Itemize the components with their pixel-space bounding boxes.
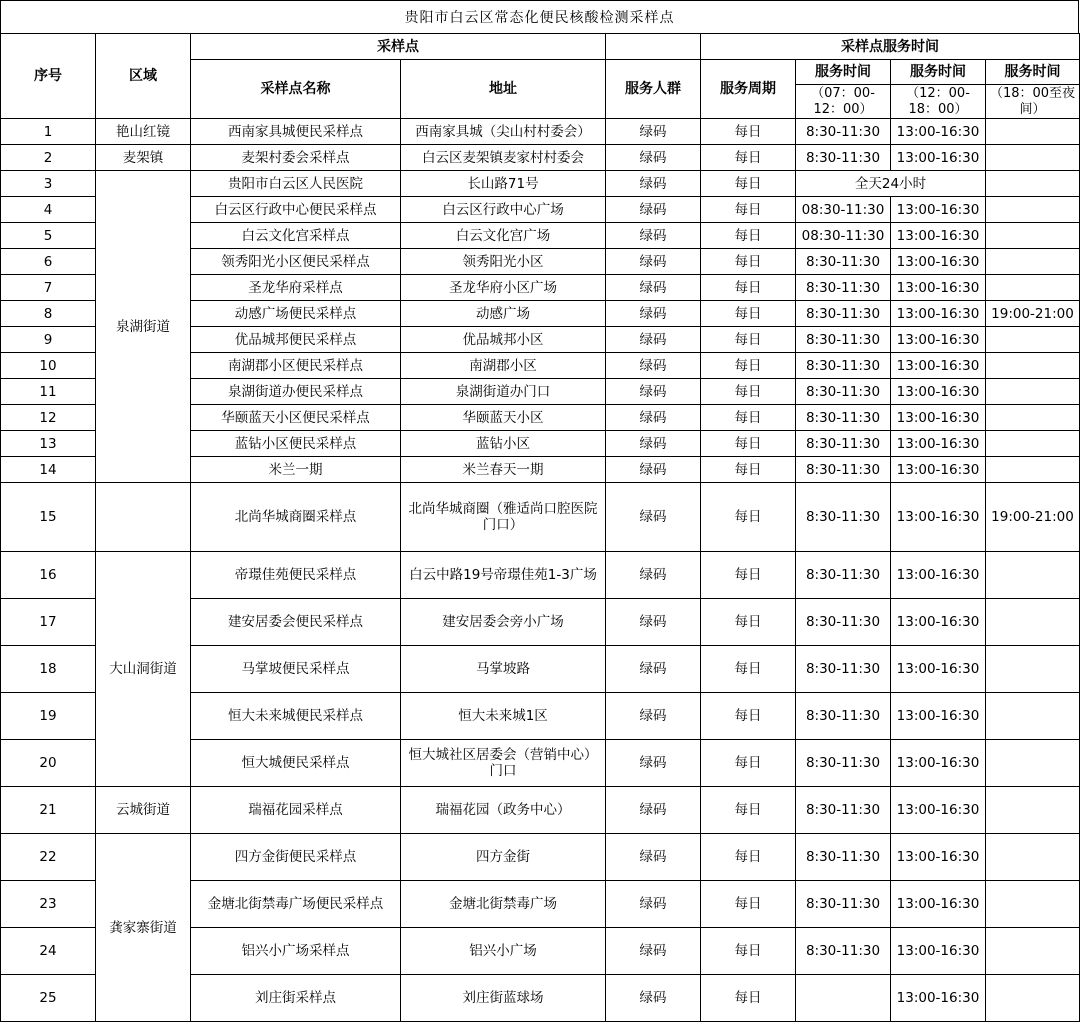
- row-time-3: [986, 552, 1080, 599]
- row-time-1: [796, 975, 891, 1022]
- row-address: 白云文化宫广场: [401, 223, 606, 249]
- row-area: 大山洞街道: [96, 552, 191, 787]
- row-time-3: [986, 431, 1080, 457]
- row-time-2: 13:00-16:30: [891, 353, 986, 379]
- row-period: 每日: [701, 552, 796, 599]
- header-seq: 序号: [1, 34, 96, 119]
- row-time-3: [986, 275, 1080, 301]
- row-address: 恒大未来城1区: [401, 693, 606, 740]
- row-time-2: 13:00-16:30: [891, 646, 986, 693]
- row-time-2: 13:00-16:30: [891, 599, 986, 646]
- row-time-3: 19:00-21:00: [986, 483, 1080, 552]
- row-period: 每日: [701, 599, 796, 646]
- row-address: 恒大城社区居委会（营销中心）门口: [401, 740, 606, 787]
- row-name: 华颐蓝天小区便民采样点: [191, 405, 401, 431]
- row-time-1: 8:30-11:30: [796, 928, 891, 975]
- row-name: 西南家具城便民采样点: [191, 119, 401, 145]
- row-time-3: [986, 457, 1080, 483]
- row-time-2: 13:00-16:30: [891, 275, 986, 301]
- row-seq: 14: [1, 457, 96, 483]
- row-time-1: 8:30-11:30: [796, 431, 891, 457]
- row-time-2: 13:00-16:30: [891, 197, 986, 223]
- row-time-3: [986, 119, 1080, 145]
- row-period: 每日: [701, 119, 796, 145]
- row-name: 恒大城便民采样点: [191, 740, 401, 787]
- row-seq: 22: [1, 834, 96, 881]
- row-area: 艳山红镜: [96, 119, 191, 145]
- row-time-2: 13:00-16:30: [891, 405, 986, 431]
- row-address: 刘庄街蓝球场: [401, 975, 606, 1022]
- row-period: 每日: [701, 646, 796, 693]
- row-time-1: 8:30-11:30: [796, 301, 891, 327]
- row-time-1: 8:30-11:30: [796, 599, 891, 646]
- row-seq: 6: [1, 249, 96, 275]
- row-address: 长山路71号: [401, 171, 606, 197]
- row-period: 每日: [701, 431, 796, 457]
- row-crowd: 绿码: [606, 599, 701, 646]
- row-crowd: 绿码: [606, 223, 701, 249]
- row-crowd: 绿码: [606, 552, 701, 599]
- sampling-points-table: [0, 33, 1080, 1022]
- row-seq: 3: [1, 171, 96, 197]
- row-seq: 25: [1, 975, 96, 1022]
- row-address: 白云中路19号帝璟佳苑1-3广场: [401, 552, 606, 599]
- row-time-3: [986, 787, 1080, 834]
- row-address: 建安居委会旁小广场: [401, 599, 606, 646]
- header-period: 服务周期: [701, 60, 796, 119]
- row-time-2: 13:00-16:30: [891, 552, 986, 599]
- row-time-3: [986, 646, 1080, 693]
- table-row: [1, 145, 1080, 171]
- row-time-1: 8:30-11:30: [796, 693, 891, 740]
- row-time-1: 8:30-11:30: [796, 483, 891, 552]
- row-time-3: [986, 379, 1080, 405]
- row-time-2: 13:00-16:30: [891, 787, 986, 834]
- header-crowd: 服务人群: [606, 60, 701, 119]
- row-crowd: 绿码: [606, 975, 701, 1022]
- row-time-2: 13:00-16:30: [891, 693, 986, 740]
- row-period: 每日: [701, 834, 796, 881]
- row-seq: 2: [1, 145, 96, 171]
- header-service-time-1: 服务时间: [796, 60, 891, 85]
- row-crowd: 绿码: [606, 483, 701, 552]
- row-seq: 1: [1, 119, 96, 145]
- row-period: 每日: [701, 249, 796, 275]
- row-seq: 8: [1, 301, 96, 327]
- row-crowd: 绿码: [606, 249, 701, 275]
- row-time-3: [986, 145, 1080, 171]
- row-period: 每日: [701, 379, 796, 405]
- table-row: [1, 834, 1080, 881]
- row-period: 每日: [701, 740, 796, 787]
- row-time-3: [986, 405, 1080, 431]
- row-crowd: 绿码: [606, 275, 701, 301]
- header-address: 地址: [401, 60, 606, 119]
- row-time-3: [986, 834, 1080, 881]
- row-time-1: 8:30-11:30: [796, 740, 891, 787]
- table-row: [1, 483, 1080, 552]
- row-time-2: 13:00-16:30: [891, 145, 986, 171]
- row-time-3: [986, 599, 1080, 646]
- row-crowd: 绿码: [606, 171, 701, 197]
- row-period: 每日: [701, 197, 796, 223]
- row-address: 优品城邦小区: [401, 327, 606, 353]
- row-address: 四方金街: [401, 834, 606, 881]
- row-time-1: 8:30-11:30: [796, 881, 891, 928]
- row-seq: 21: [1, 787, 96, 834]
- row-name: 领秀阳光小区便民采样点: [191, 249, 401, 275]
- row-crowd: 绿码: [606, 119, 701, 145]
- row-crowd: 绿码: [606, 928, 701, 975]
- row-name: 米兰一期: [191, 457, 401, 483]
- header-sampling-point: 采样点: [191, 34, 606, 60]
- row-seq: 15: [1, 483, 96, 552]
- row-address: 蓝钻小区: [401, 431, 606, 457]
- row-time-1: 8:30-11:30: [796, 145, 891, 171]
- row-name: 动感广场便民采样点: [191, 301, 401, 327]
- row-crowd: 绿码: [606, 834, 701, 881]
- row-period: 每日: [701, 483, 796, 552]
- row-crowd: 绿码: [606, 379, 701, 405]
- row-time-3: [986, 881, 1080, 928]
- row-address: 西南家具城（尖山村村委会）: [401, 119, 606, 145]
- row-address: 泉湖街道办门口: [401, 379, 606, 405]
- row-seq: 20: [1, 740, 96, 787]
- row-period: 每日: [701, 353, 796, 379]
- row-period: 每日: [701, 457, 796, 483]
- row-period: 每日: [701, 301, 796, 327]
- row-time-3: [986, 171, 1080, 197]
- row-address: 白云区麦架镇麦家村村委会: [401, 145, 606, 171]
- row-period: 每日: [701, 975, 796, 1022]
- row-address: 马掌坡路: [401, 646, 606, 693]
- row-address: 领秀阳光小区: [401, 249, 606, 275]
- row-time-2: 13:00-16:30: [891, 379, 986, 405]
- row-period: 每日: [701, 787, 796, 834]
- row-period: 每日: [701, 145, 796, 171]
- row-name: 白云文化宫采样点: [191, 223, 401, 249]
- row-area: 云城街道: [96, 787, 191, 834]
- row-crowd: 绿码: [606, 353, 701, 379]
- row-name: 泉湖街道办便民采样点: [191, 379, 401, 405]
- row-area: 龚家寨街道: [96, 834, 191, 1022]
- row-time-2: 13:00-16:30: [891, 431, 986, 457]
- row-period: 每日: [701, 171, 796, 197]
- row-seq: 11: [1, 379, 96, 405]
- row-period: 每日: [701, 223, 796, 249]
- row-crowd: 绿码: [606, 787, 701, 834]
- row-time-3: [986, 928, 1080, 975]
- row-time-3: [986, 249, 1080, 275]
- row-address: 白云区行政中心广场: [401, 197, 606, 223]
- row-name: 铝兴小广场采样点: [191, 928, 401, 975]
- row-name: 麦架村委会采样点: [191, 145, 401, 171]
- row-time-3: [986, 223, 1080, 249]
- row-crowd: 绿码: [606, 327, 701, 353]
- row-time-1: 8:30-11:30: [796, 275, 891, 301]
- row-crowd: 绿码: [606, 431, 701, 457]
- header-slot-1: （07：00-12：00）: [796, 85, 891, 119]
- row-name: 蓝钻小区便民采样点: [191, 431, 401, 457]
- row-time-3: [986, 693, 1080, 740]
- header-slot-2: （12：00-18：00）: [891, 85, 986, 119]
- row-crowd: 绿码: [606, 693, 701, 740]
- row-name: 金塘北街禁毒广场便民采样点: [191, 881, 401, 928]
- row-seq: 7: [1, 275, 96, 301]
- row-crowd: 绿码: [606, 301, 701, 327]
- row-time-2: 13:00-16:30: [891, 119, 986, 145]
- row-name: 北尚华城商圈采样点: [191, 483, 401, 552]
- row-crowd: 绿码: [606, 145, 701, 171]
- row-seq: 4: [1, 197, 96, 223]
- row-time-3: [986, 327, 1080, 353]
- table-row: [1, 787, 1080, 834]
- table-body: [1, 119, 1080, 1022]
- row-seq: 24: [1, 928, 96, 975]
- table-row: [1, 171, 1080, 197]
- table-row: [1, 119, 1080, 145]
- row-time-1: 8:30-11:30: [796, 327, 891, 353]
- row-name: 白云区行政中心便民采样点: [191, 197, 401, 223]
- header-name: 采样点名称: [191, 60, 401, 119]
- row-area: 麦架镇: [96, 145, 191, 171]
- row-time-2: 13:00-16:30: [891, 301, 986, 327]
- row-crowd: 绿码: [606, 646, 701, 693]
- row-time-3: 19:00-21:00: [986, 301, 1080, 327]
- row-time-1: 8:30-11:30: [796, 249, 891, 275]
- row-time-1: 08:30-11:30: [796, 223, 891, 249]
- row-time-3: [986, 197, 1080, 223]
- row-seq: 5: [1, 223, 96, 249]
- row-time-2: 13:00-16:30: [891, 327, 986, 353]
- row-name: 圣龙华府采样点: [191, 275, 401, 301]
- row-time-2: 13:00-16:30: [891, 740, 986, 787]
- row-seq: 17: [1, 599, 96, 646]
- row-time-2: 13:00-16:30: [891, 834, 986, 881]
- row-crowd: 绿码: [606, 457, 701, 483]
- row-period: 每日: [701, 275, 796, 301]
- row-time-2: 13:00-16:30: [891, 881, 986, 928]
- row-time-2: 13:00-16:30: [891, 457, 986, 483]
- row-seq: 19: [1, 693, 96, 740]
- row-period: 每日: [701, 405, 796, 431]
- row-address: 华颐蓝天小区: [401, 405, 606, 431]
- row-time-1: 8:30-11:30: [796, 379, 891, 405]
- row-all-day: 全天24小时: [796, 171, 986, 197]
- row-time-1: 08:30-11:30: [796, 197, 891, 223]
- row-seq: 9: [1, 327, 96, 353]
- row-name: 贵阳市白云区人民医院: [191, 171, 401, 197]
- row-period: 每日: [701, 881, 796, 928]
- row-time-2: 13:00-16:30: [891, 928, 986, 975]
- row-period: 每日: [701, 693, 796, 740]
- row-time-1: 8:30-11:30: [796, 405, 891, 431]
- row-name: 四方金街便民采样点: [191, 834, 401, 881]
- header-blank: [606, 34, 701, 60]
- row-name: 刘庄街采样点: [191, 975, 401, 1022]
- row-name: 南湖郡小区便民采样点: [191, 353, 401, 379]
- row-name: 瑞福花园采样点: [191, 787, 401, 834]
- table-row: [1, 552, 1080, 599]
- row-crowd: 绿码: [606, 740, 701, 787]
- row-time-3: [986, 353, 1080, 379]
- row-seq: 13: [1, 431, 96, 457]
- row-time-2: 13:00-16:30: [891, 483, 986, 552]
- row-seq: 23: [1, 881, 96, 928]
- row-period: 每日: [701, 327, 796, 353]
- row-address: 南湖郡小区: [401, 353, 606, 379]
- row-time-1: 8:30-11:30: [796, 787, 891, 834]
- row-seq: 16: [1, 552, 96, 599]
- row-name: 帝璟佳苑便民采样点: [191, 552, 401, 599]
- row-address: 动感广场: [401, 301, 606, 327]
- row-name: 优品城邦便民采样点: [191, 327, 401, 353]
- row-address: 北尚华城商圈（雅适尚口腔医院门口）: [401, 483, 606, 552]
- row-crowd: 绿码: [606, 881, 701, 928]
- row-address: 米兰春天一期: [401, 457, 606, 483]
- row-time-1: 8:30-11:30: [796, 834, 891, 881]
- row-name: 建安居委会便民采样点: [191, 599, 401, 646]
- header-service-time-group: 采样点服务时间: [701, 34, 1080, 60]
- row-address: 铝兴小广场: [401, 928, 606, 975]
- header-service-time-2: 服务时间: [891, 60, 986, 85]
- row-name: 马掌坡便民采样点: [191, 646, 401, 693]
- row-name: 恒大未来城便民采样点: [191, 693, 401, 740]
- row-time-1: 8:30-11:30: [796, 457, 891, 483]
- row-time-1: 8:30-11:30: [796, 552, 891, 599]
- row-time-1: 8:30-11:30: [796, 119, 891, 145]
- header-service-time-3: 服务时间: [986, 60, 1080, 85]
- row-time-2: 13:00-16:30: [891, 249, 986, 275]
- row-time-2: 13:00-16:30: [891, 223, 986, 249]
- header-area: 区域: [96, 34, 191, 119]
- row-area: 泉湖街道: [96, 171, 191, 483]
- row-crowd: 绿码: [606, 405, 701, 431]
- row-period: 每日: [701, 928, 796, 975]
- row-crowd: 绿码: [606, 197, 701, 223]
- row-time-1: 8:30-11:30: [796, 353, 891, 379]
- row-address: 圣龙华府小区广场: [401, 275, 606, 301]
- row-seq: 18: [1, 646, 96, 693]
- row-time-3: [986, 975, 1080, 1022]
- row-time-2: 13:00-16:30: [891, 975, 986, 1022]
- header-slot-3: （18：00至夜间）: [986, 85, 1080, 119]
- row-seq: 12: [1, 405, 96, 431]
- row-time-1: 8:30-11:30: [796, 646, 891, 693]
- row-seq: 10: [1, 353, 96, 379]
- sheet-title: 贵阳市白云区常态化便民核酸检测采样点: [0, 0, 1079, 33]
- row-address: 瑞福花园（政务中心）: [401, 787, 606, 834]
- row-time-3: [986, 740, 1080, 787]
- row-address: 金塘北街禁毒广场: [401, 881, 606, 928]
- row-area: [96, 483, 191, 552]
